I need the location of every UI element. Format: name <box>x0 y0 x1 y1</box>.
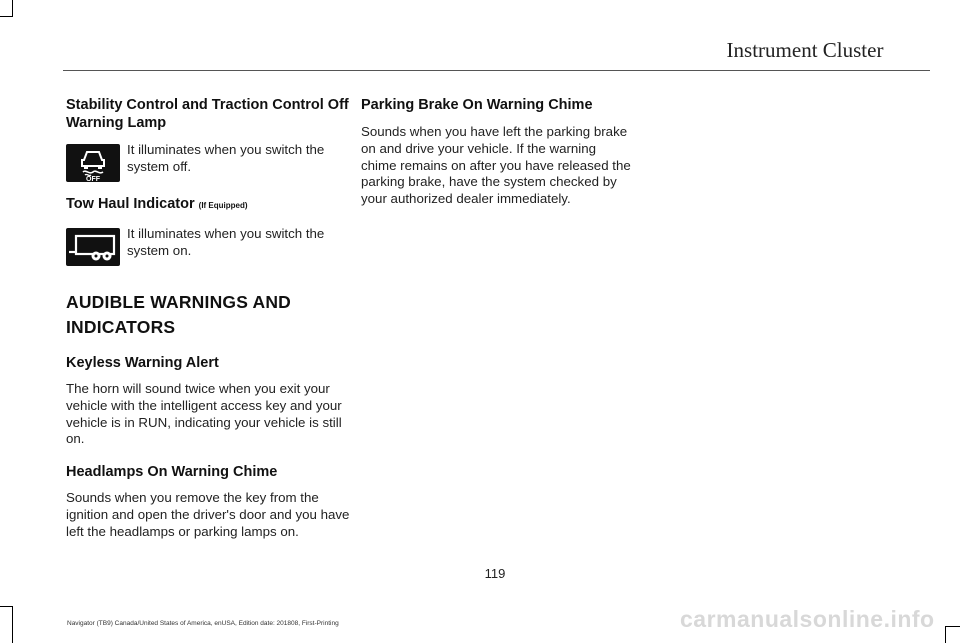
stability-control-off-icon <box>66 144 120 182</box>
parking-brake-heading: Parking Brake On Warning Chime <box>361 97 593 113</box>
audible-section-heading <box>66 290 350 340</box>
stability-lamp-row <box>66 142 350 182</box>
footer-edition-note: Navigator (TB9) Canada/United States of America, enUSA, Edition date: 201808, First-Printing <box>67 620 339 627</box>
tow-haul-lamp-row <box>66 226 350 266</box>
icon-off-label: OFF <box>86 176 100 182</box>
watermark: carmanualsonline.info <box>680 606 935 632</box>
crop-mark-top-left-h <box>0 16 13 17</box>
tow-haul-heading <box>66 195 350 215</box>
headlamps-text: Sounds when you remove the key from the ignition and open the driver's door and you have left the headlamps or parking lamps on. <box>66 490 350 539</box>
parking-brake-text: Sounds when you have left the parking brake on and drive your vehicle. If the warning chime remains on after you have released the parking brake, have the system checked by your authorized dealer immediately. <box>361 124 631 207</box>
crop-mark-bottom-left-v <box>12 606 13 643</box>
left-column <box>66 96 350 541</box>
audible-heading-line2: INDICATORS <box>66 317 176 337</box>
crop-mark-bottom-right-v <box>945 626 946 643</box>
headlamps-heading: Headlamps On Warning Chime <box>66 464 278 481</box>
crop-mark-top-left-v <box>12 0 13 16</box>
tow-haul-title: Tow Haul Indicator <box>66 196 195 212</box>
keyless-heading: Keyless Warning Alert <box>66 355 219 371</box>
page-title: Instrument Cluster <box>726 38 884 62</box>
tow-haul-icon <box>66 228 120 266</box>
tow-haul-qualifier: (If Equipped) <box>198 201 248 210</box>
page-number: 119 <box>484 566 506 581</box>
right-column <box>361 96 633 208</box>
stability-text: It illuminates when you switch the system off. <box>127 142 325 174</box>
crop-mark-bottom-left-h <box>0 606 13 607</box>
crop-mark-bottom-right-h <box>945 626 960 627</box>
keyless-text: The horn will sound twice when you exit your vehicle with the intelligent access key and your vehicle is in RUN, indicating your vehicle is still on. <box>66 381 342 447</box>
header-divider <box>63 70 930 71</box>
stability-heading: Stability Control and Traction Control Off Warning Lamp <box>66 97 349 131</box>
tow-haul-text: It illuminates when you switch the system on. <box>127 226 325 258</box>
audible-heading-line1: AUDIBLE WARNINGS AND <box>66 292 292 312</box>
